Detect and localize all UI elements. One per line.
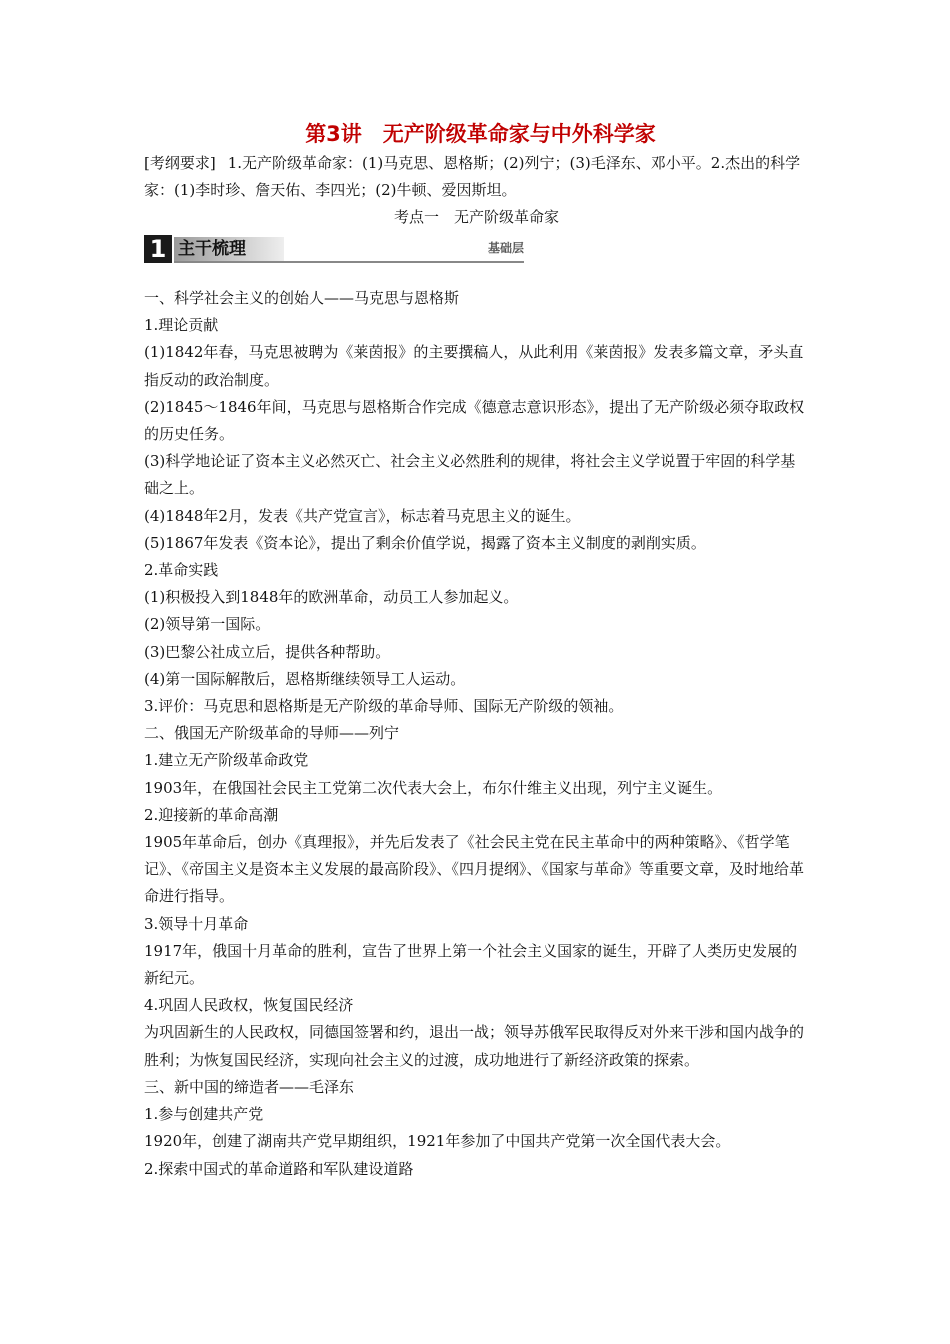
section-heading: 考点一 无产阶级革命家 <box>393 208 559 226</box>
paragraph: (1)1842年春，马克思被聘为《莱茵报》的主要撰稿人，从此利用《莱茵报》发表多篇文章，矛头直指反动的政治制度。 <box>144 343 804 389</box>
paragraph: (2)领导第一国际。 <box>144 615 271 634</box>
paragraph: 2.革命实践 <box>144 561 219 580</box>
paragraph: 1.参与创建共产党 <box>144 1105 264 1124</box>
paragraph: 3.评价：马克思和恩格斯是无产阶级的革命导师、国际无产阶级的领袖。 <box>144 697 624 716</box>
exam-requirements <box>144 150 809 204</box>
banner-heading: 主干梳理 <box>178 239 246 259</box>
paragraph: 3.领导十月革命 <box>144 914 249 933</box>
paragraph: (5)1867年发表《资本论》，提出了剩余价值学说，揭露了资本主义制度的剥削实质。 <box>144 533 706 552</box>
paragraph: 1905年革命后，创办《真理报》，并先后发表了《社会民主党在民主革命中的两种策略》、《哲学笔记》、《帝国主义是资本主义发展的最高阶段》、《四月提纲》、《国家与革命》等重要文章，及时地给革命进行指导。 <box>144 833 805 906</box>
banner-number: 1 <box>144 235 172 263</box>
body-text <box>144 285 809 1183</box>
document-page <box>144 118 809 1183</box>
paragraph: (1)积极投入到1848年的欧洲革命，动员工人参加起义。 <box>144 588 519 607</box>
paragraph: (2)1845～1846年间，马克思与恩格斯合作完成《德意志意识形态》，提出了无产阶级必须夺取政权的历史任务。 <box>144 397 805 444</box>
paragraph: 1.建立无产阶级革命政党 <box>144 751 309 770</box>
page-title: 第3讲 无产阶级革命家与中外科学家 <box>305 122 656 146</box>
paragraph: 三、新中国的缔造者——毛泽东 <box>144 1077 355 1096</box>
section-banner <box>144 235 524 265</box>
paragraph: 2.探索中国式的革命道路和军队建设道路 <box>144 1159 414 1178</box>
paragraph: (3)巴黎公社成立后，提供各种帮助。 <box>144 642 391 661</box>
banner-rule <box>174 261 524 263</box>
paragraph: 1917年，俄国十月革命的胜利，宣告了世界上第一个社会主义国家的诞生，开辟了人类历史发展的新纪元。 <box>144 941 798 988</box>
paragraph: 为巩固新生的人民政权，同德国签署和约，退出一战；领导苏俄军民取得反对外来干涉和国内战争的胜利；为恢复国民经济，实现向社会主义的过渡，成功地进行了新经济政策的探索。 <box>144 1023 805 1069</box>
paragraph: 1903年，在俄国社会民主工党第二次代表大会上，布尔什维主义出现，列宁主义诞生。 <box>144 778 723 797</box>
paragraph: 2.迎接新的革命高潮 <box>144 805 279 824</box>
requirements-label: [考纲要求] <box>144 154 216 172</box>
paragraph: (3)科学地论证了资本主义必然灭亡、社会主义必然胜利的规律，将社会主义学说置于牢固的科学基础之上。 <box>144 452 796 498</box>
paragraph: 二、俄国无产阶级革命的导师——列宁 <box>144 724 400 743</box>
paragraph: 1.理论贡献 <box>144 316 219 335</box>
paragraph: 4.巩固人民政权，恢复国民经济 <box>144 996 354 1015</box>
paragraph: (4)1848年2月，发表《共产党宣言》，标志着马克思主义的诞生。 <box>144 506 581 525</box>
requirements-text: 1.无产阶级革命家：(1)马克思、恩格斯；(2)列宁；(3)毛泽东、邓小平。2.杰出的科学家：(1)李时珍、詹天佑、李四光；(2)牛顿、爱因斯坦。 <box>144 154 801 199</box>
paragraph: 1920年，创建了湖南共产党早期组织，1921年参加了中国共产党第一次全国代表大会。 <box>144 1132 731 1151</box>
paragraph: (4)第一国际解散后，恩格斯继续领导工人运动。 <box>144 669 466 688</box>
paragraph: 一、科学社会主义的创始人——马克思与恩格斯 <box>144 289 460 307</box>
banner-tag: 基础层 <box>487 241 524 255</box>
